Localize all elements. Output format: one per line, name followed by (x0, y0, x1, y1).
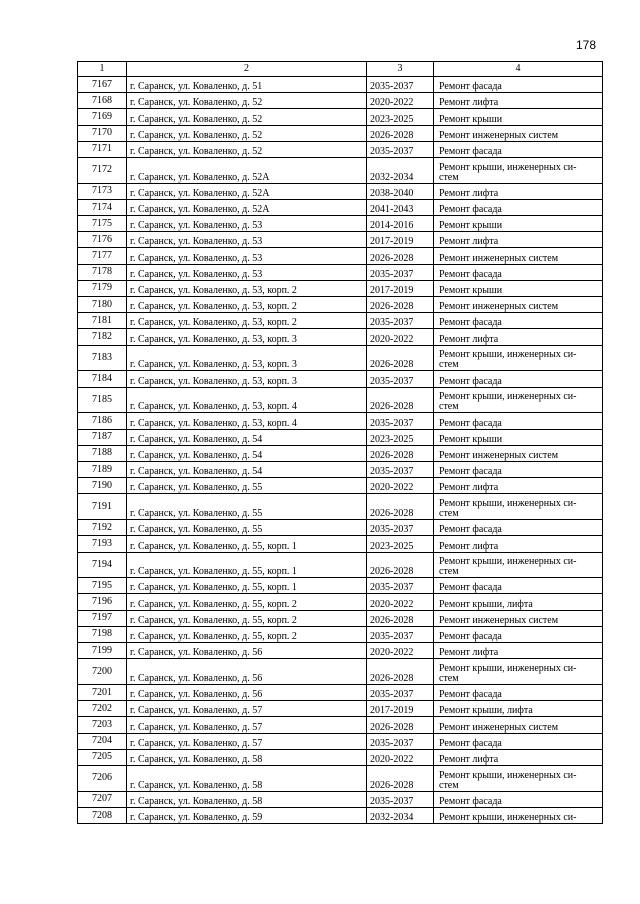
work-type-cell: Ремонт крыши, инженерных си- стем (434, 387, 603, 413)
table-row (78, 552, 603, 578)
address-cell: г. Саранск, ул. Коваленко, д. 52 (127, 141, 367, 157)
table-row (78, 610, 603, 626)
period-cell: 2023-2025 (367, 429, 434, 445)
address-cell: г. Саранск, ул. Коваленко, д. 53, корп. 2 (127, 297, 367, 313)
table-row (78, 578, 603, 594)
row-number: 7177 (78, 248, 127, 264)
period-cell: 2026-2028 (367, 552, 434, 578)
period-cell: 2020-2022 (367, 643, 434, 659)
period-cell: 2035-2037 (367, 264, 434, 280)
work-type-cell: Ремонт крыши, лифта (434, 594, 603, 610)
row-number: 7178 (78, 264, 127, 280)
address-cell: г. Саранск, ул. Коваленко, д. 53, корп. 3 (127, 329, 367, 345)
table-row (78, 659, 603, 685)
row-number: 7171 (78, 141, 127, 157)
header-cell-2: 2 (127, 62, 367, 77)
period-cell: 2032-2034 (367, 807, 434, 823)
row-number: 7199 (78, 643, 127, 659)
row-number: 7205 (78, 749, 127, 765)
address-cell: г. Саранск, ул. Коваленко, д. 53, корп. 3 (127, 371, 367, 387)
table-row (78, 93, 603, 109)
table-row (78, 313, 603, 329)
row-number: 7185 (78, 387, 127, 413)
row-number: 7208 (78, 807, 127, 823)
period-cell: 2035-2037 (367, 461, 434, 477)
table-row (78, 413, 603, 429)
work-type-cell: Ремонт крыши, инженерных си- стем (434, 659, 603, 685)
row-number: 7184 (78, 371, 127, 387)
work-type-cell: Ремонт фасада (434, 141, 603, 157)
address-cell: г. Саранск, ул. Коваленко, д. 58 (127, 749, 367, 765)
address-cell: г. Саранск, ул. Коваленко, д. 53, корп. 4 (127, 413, 367, 429)
table-row (78, 183, 603, 199)
work-type-cell: Ремонт инженерных систем (434, 610, 603, 626)
row-number: 7194 (78, 552, 127, 578)
row-number: 7192 (78, 520, 127, 536)
period-cell: 2017-2019 (367, 701, 434, 717)
address-cell: г. Саранск, ул. Коваленко, д. 52А (127, 183, 367, 199)
period-cell: 2035-2037 (367, 733, 434, 749)
address-cell: г. Саранск, ул. Коваленко, д. 57 (127, 701, 367, 717)
address-cell: г. Саранск, ул. Коваленко, д. 55, корп. 2 (127, 626, 367, 642)
period-cell: 2035-2037 (367, 791, 434, 807)
work-type-cell: Ремонт лифта (434, 329, 603, 345)
row-number: 7179 (78, 280, 127, 296)
table-row (78, 685, 603, 701)
row-number: 7167 (78, 77, 127, 93)
row-number: 7188 (78, 445, 127, 461)
table-row (78, 297, 603, 313)
work-type-cell: Ремонт инженерных систем (434, 248, 603, 264)
period-cell: 2020-2022 (367, 594, 434, 610)
table-row (78, 248, 603, 264)
address-cell: г. Саранск, ул. Коваленко, д. 53, корп. 2 (127, 280, 367, 296)
row-number: 7174 (78, 199, 127, 215)
table-row (78, 387, 603, 413)
work-type-cell: Ремонт фасада (434, 626, 603, 642)
row-number: 7198 (78, 626, 127, 642)
period-cell: 2035-2037 (367, 413, 434, 429)
row-number: 7189 (78, 461, 127, 477)
period-cell: 2026-2028 (367, 765, 434, 791)
period-cell: 2026-2028 (367, 125, 434, 141)
table-row (78, 232, 603, 248)
work-type-cell: Ремонт фасада (434, 578, 603, 594)
work-type-cell: Ремонт крыши, лифта (434, 701, 603, 717)
table-row (78, 749, 603, 765)
table-row (78, 733, 603, 749)
table-row (78, 701, 603, 717)
address-cell: г. Саранск, ул. Коваленко, д. 53 (127, 248, 367, 264)
row-number: 7206 (78, 765, 127, 791)
period-cell: 2020-2022 (367, 749, 434, 765)
row-number: 7191 (78, 494, 127, 520)
table-body (78, 77, 603, 824)
address-cell: г. Саранск, ул. Коваленко, д. 53 (127, 232, 367, 248)
header-cell-4: 4 (434, 62, 603, 77)
row-number: 7196 (78, 594, 127, 610)
period-cell: 2041-2043 (367, 199, 434, 215)
period-cell: 2035-2037 (367, 313, 434, 329)
row-number: 7200 (78, 659, 127, 685)
row-number: 7193 (78, 536, 127, 552)
work-type-cell: Ремонт инженерных систем (434, 297, 603, 313)
address-cell: г. Саранск, ул. Коваленко, д. 55 (127, 520, 367, 536)
period-cell: 2020-2022 (367, 478, 434, 494)
work-type-cell: Ремонт лифта (434, 643, 603, 659)
address-cell: г. Саранск, ул. Коваленко, д. 55, корп. 2 (127, 594, 367, 610)
work-type-cell: Ремонт крыши, инженерных си- (434, 807, 603, 823)
work-type-cell: Ремонт фасада (434, 371, 603, 387)
table-row (78, 717, 603, 733)
work-type-cell: Ремонт фасада (434, 413, 603, 429)
table-row (78, 199, 603, 215)
table-row (78, 125, 603, 141)
work-type-cell: Ремонт фасада (434, 199, 603, 215)
address-cell: г. Саранск, ул. Коваленко, д. 54 (127, 461, 367, 477)
table-row (78, 445, 603, 461)
period-cell: 2035-2037 (367, 77, 434, 93)
work-type-cell: Ремонт крыши (434, 109, 603, 125)
row-number: 7202 (78, 701, 127, 717)
work-type-cell: Ремонт крыши (434, 216, 603, 232)
work-type-cell: Ремонт фасада (434, 520, 603, 536)
table-row (78, 371, 603, 387)
table-row (78, 77, 603, 93)
work-type-cell: Ремонт инженерных систем (434, 717, 603, 733)
row-number: 7207 (78, 791, 127, 807)
row-number: 7203 (78, 717, 127, 733)
address-cell: г. Саранск, ул. Коваленко, д. 52 (127, 93, 367, 109)
row-number: 7187 (78, 429, 127, 445)
address-cell: г. Саранск, ул. Коваленко, д. 58 (127, 791, 367, 807)
table-row (78, 520, 603, 536)
row-number: 7170 (78, 125, 127, 141)
address-cell: г. Саранск, ул. Коваленко, д. 58 (127, 765, 367, 791)
work-type-cell: Ремонт крыши, инженерных си- стем (434, 765, 603, 791)
work-type-cell: Ремонт фасада (434, 461, 603, 477)
table-row (78, 157, 603, 183)
work-type-cell: Ремонт крыши (434, 280, 603, 296)
table-row (78, 594, 603, 610)
table-row (78, 461, 603, 477)
header-row (78, 62, 603, 77)
work-type-cell: Ремонт фасада (434, 264, 603, 280)
address-cell: г. Саранск, ул. Коваленко, д. 57 (127, 717, 367, 733)
address-cell: г. Саранск, ул. Коваленко, д. 53 (127, 216, 367, 232)
row-number: 7197 (78, 610, 127, 626)
period-cell: 2026-2028 (367, 297, 434, 313)
row-number: 7175 (78, 216, 127, 232)
repair-schedule-table (77, 61, 603, 824)
header-cell-3: 3 (367, 62, 434, 77)
address-cell: г. Саранск, ул. Коваленко, д. 52 (127, 109, 367, 125)
table-row (78, 643, 603, 659)
work-type-cell: Ремонт лифта (434, 93, 603, 109)
table-row (78, 345, 603, 371)
table-row (78, 765, 603, 791)
table-row (78, 807, 603, 823)
address-cell: г. Саранск, ул. Коваленко, д. 56 (127, 685, 367, 701)
work-type-cell: Ремонт инженерных систем (434, 445, 603, 461)
address-cell: г. Саранск, ул. Коваленко, д. 55, корп. 1 (127, 536, 367, 552)
table-row (78, 536, 603, 552)
period-cell: 2017-2019 (367, 232, 434, 248)
address-cell: г. Саранск, ул. Коваленко, д. 54 (127, 429, 367, 445)
row-number: 7204 (78, 733, 127, 749)
row-number: 7201 (78, 685, 127, 701)
table-row (78, 141, 603, 157)
work-type-cell: Ремонт крыши, инженерных си- стем (434, 494, 603, 520)
address-cell: г. Саранск, ул. Коваленко, д. 52А (127, 157, 367, 183)
table-row (78, 478, 603, 494)
page-number: 178 (575, 38, 596, 52)
period-cell: 2026-2028 (367, 387, 434, 413)
period-cell: 2020-2022 (367, 329, 434, 345)
work-type-cell: Ремонт фасада (434, 77, 603, 93)
work-type-cell: Ремонт фасада (434, 791, 603, 807)
period-cell: 2023-2025 (367, 109, 434, 125)
row-number: 7186 (78, 413, 127, 429)
table-row (78, 264, 603, 280)
row-number: 7173 (78, 183, 127, 199)
work-type-cell: Ремонт крыши, инженерных си- стем (434, 157, 603, 183)
address-cell: г. Саранск, ул. Коваленко, д. 59 (127, 807, 367, 823)
address-cell: г. Саранск, ул. Коваленко, д. 51 (127, 77, 367, 93)
row-number: 7180 (78, 297, 127, 313)
work-type-cell: Ремонт крыши (434, 429, 603, 445)
table-row (78, 109, 603, 125)
address-cell: г. Саранск, ул. Коваленко, д. 52 (127, 125, 367, 141)
header-cell-1: 1 (78, 62, 127, 77)
work-type-cell: Ремонт лифта (434, 749, 603, 765)
table-row (78, 626, 603, 642)
period-cell: 2035-2037 (367, 520, 434, 536)
period-cell: 2026-2028 (367, 494, 434, 520)
work-type-cell: Ремонт лифта (434, 232, 603, 248)
address-cell: г. Саранск, ул. Коваленко, д. 53 (127, 264, 367, 280)
row-number: 7182 (78, 329, 127, 345)
address-cell: г. Саранск, ул. Коваленко, д. 53, корп. 4 (127, 387, 367, 413)
address-cell: г. Саранск, ул. Коваленко, д. 57 (127, 733, 367, 749)
work-type-cell: Ремонт фасада (434, 733, 603, 749)
period-cell: 2038-2040 (367, 183, 434, 199)
work-type-cell: Ремонт лифта (434, 536, 603, 552)
period-cell: 2020-2022 (367, 93, 434, 109)
period-cell: 2032-2034 (367, 157, 434, 183)
row-number: 7195 (78, 578, 127, 594)
period-cell: 2023-2025 (367, 536, 434, 552)
period-cell: 2035-2037 (367, 141, 434, 157)
address-cell: г. Саранск, ул. Коваленко, д. 52А (127, 199, 367, 215)
row-number: 7168 (78, 93, 127, 109)
work-type-cell: Ремонт фасада (434, 685, 603, 701)
work-type-cell: Ремонт фасада (434, 313, 603, 329)
period-cell: 2035-2037 (367, 578, 434, 594)
row-number: 7190 (78, 478, 127, 494)
period-cell: 2026-2028 (367, 610, 434, 626)
address-cell: г. Саранск, ул. Коваленко, д. 55, корп. 2 (127, 610, 367, 626)
table-row (78, 329, 603, 345)
table-row (78, 216, 603, 232)
period-cell: 2035-2037 (367, 685, 434, 701)
period-cell: 2014-2016 (367, 216, 434, 232)
row-number: 7183 (78, 345, 127, 371)
row-number: 7172 (78, 157, 127, 183)
row-number: 7176 (78, 232, 127, 248)
table-row (78, 494, 603, 520)
address-cell: г. Саранск, ул. Коваленко, д. 55, корп. 1 (127, 578, 367, 594)
work-type-cell: Ремонт крыши, инженерных си- стем (434, 552, 603, 578)
address-cell: г. Саранск, ул. Коваленко, д. 55 (127, 478, 367, 494)
work-type-cell: Ремонт лифта (434, 183, 603, 199)
period-cell: 2026-2028 (367, 445, 434, 461)
address-cell: г. Саранск, ул. Коваленко, д. 54 (127, 445, 367, 461)
address-cell: г. Саранск, ул. Коваленко, д. 53, корп. 2 (127, 313, 367, 329)
period-cell: 2026-2028 (367, 717, 434, 733)
period-cell: 2017-2019 (367, 280, 434, 296)
table-row (78, 791, 603, 807)
address-cell: г. Саранск, ул. Коваленко, д. 56 (127, 643, 367, 659)
work-type-cell: Ремонт крыши, инженерных си- стем (434, 345, 603, 371)
table-row (78, 429, 603, 445)
row-number: 7181 (78, 313, 127, 329)
row-number: 7169 (78, 109, 127, 125)
address-cell: г. Саранск, ул. Коваленко, д. 53, корп. 3 (127, 345, 367, 371)
period-cell: 2026-2028 (367, 248, 434, 264)
period-cell: 2035-2037 (367, 371, 434, 387)
period-cell: 2035-2037 (367, 626, 434, 642)
address-cell: г. Саранск, ул. Коваленко, д. 56 (127, 659, 367, 685)
table-row (78, 280, 603, 296)
address-cell: г. Саранск, ул. Коваленко, д. 55 (127, 494, 367, 520)
period-cell: 2026-2028 (367, 659, 434, 685)
period-cell: 2026-2028 (367, 345, 434, 371)
work-type-cell: Ремонт лифта (434, 478, 603, 494)
address-cell: г. Саранск, ул. Коваленко, д. 55, корп. 1 (127, 552, 367, 578)
work-type-cell: Ремонт инженерных систем (434, 125, 603, 141)
